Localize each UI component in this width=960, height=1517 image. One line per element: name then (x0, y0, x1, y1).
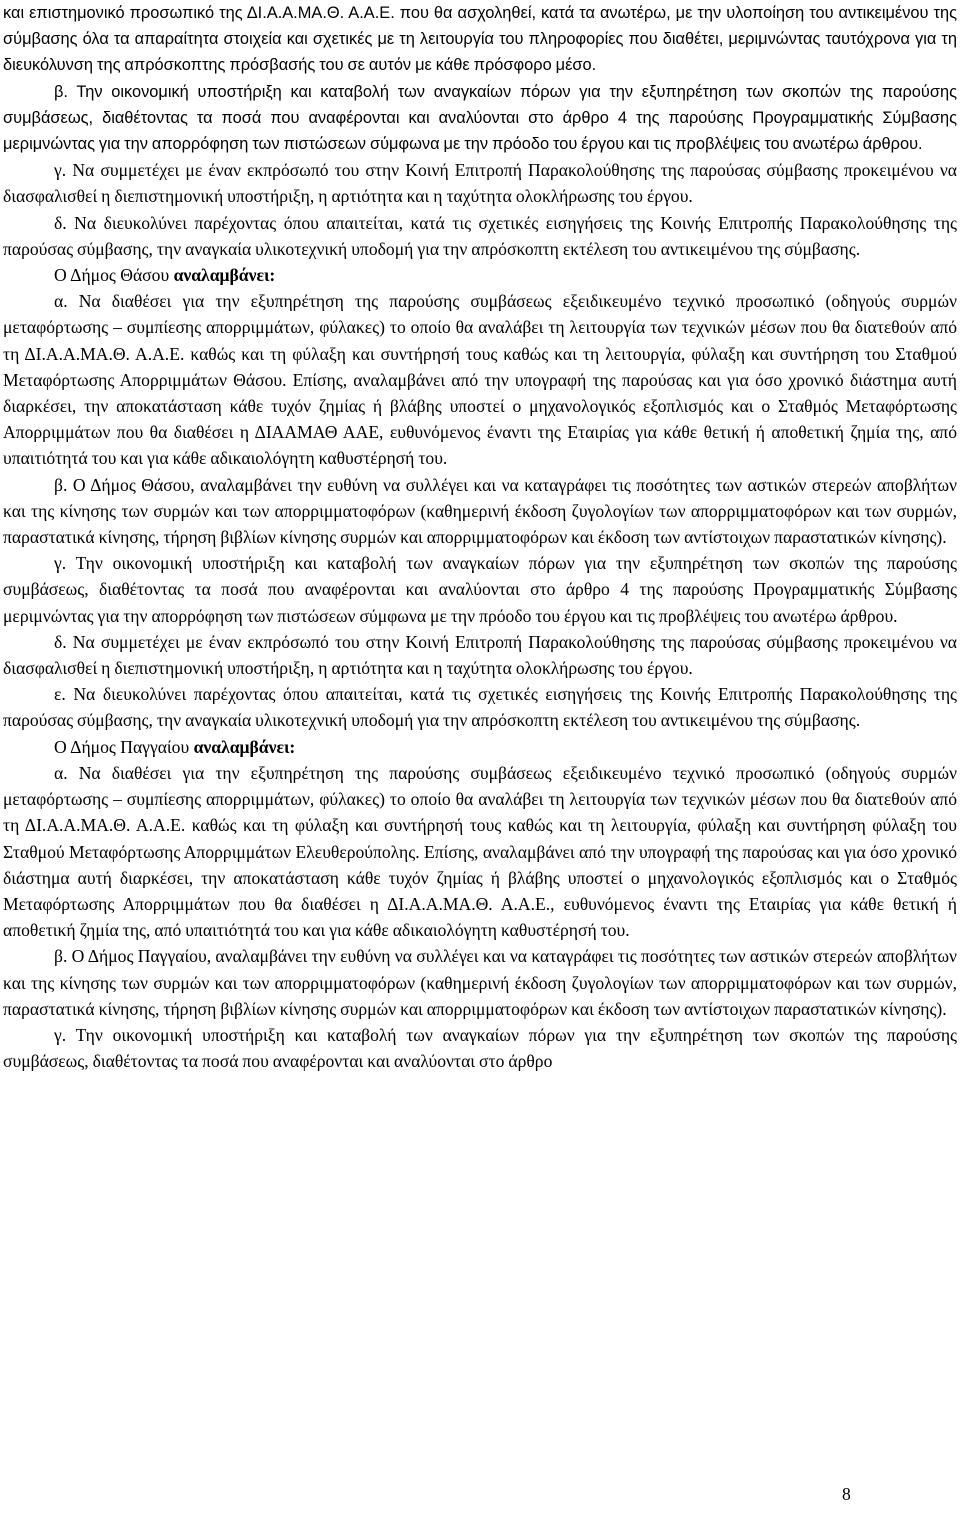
paggaio-heading (3, 734, 957, 760)
paggaio-gamma: γ. Την οικονομική υποστήριξη και καταβολή των αναγκαίων πόρων για την εξυπηρέτηση των σκοπών της παρούσης συμβάσεως, διαθέτοντας τα ποσά που αναφέρονται και αναλύονται στο άρθρο (3, 1024, 957, 1072)
document-page (3, 0, 957, 1074)
thasos-beta: β. Ο Δήμος Θάσου, αναλαμβάνει την ευθύνη να συλλέγει και να καταγράφει τις ποσότητες των αστικών στερεών αποβλήτων και της κίνησης των συρμών και των απορριμματοφόρων (καθημερινή έκδοση ζυγολογίων των απορριμματοφόρων και των συρμών, παραστατικά κίνησης, τήρηση βιβλίων κίνησης συρμών και απορριμματοφόρων και έκδοση των αντίστοιχων παραστατικών κίνησης). (3, 474, 957, 548)
thasos-alpha: α. Να διαθέσει για την εξυπηρέτηση της παρούσης συμβάσεως εξειδικευμένο τεχνικό προσωπικό (οδηγούς συρμών μεταφόρτωσης – συμπίεσης απορριμμάτων, φύλακες) το οποίο θα αναλάβει τη λειτουργία των τεχνικών μέσων που θα διατεθούν από τη ΔΙ.Α.Α.ΜΑ.Θ. Α.Α.Ε. καθώς και τη φύλαξη και συντήρησή τους καθώς και τη λειτουργία, φύλαξη και συντήρηση του Σταθμού Μεταφόρτωσης Απορριμμάτων Θάσου. Επίσης, αναλαμβάνει από την υπογραφή της παρούσας και για όσο χρονικό διάστημα αυτή διαρκέσει, την αποκατάσταση κάθε τυχόν ζημίας ή βλάβης υποστεί ο μηχανολογικός εξοπλισμός και ο Σταθμός Μεταφόρτωσης Απορριμμάτων που θα διαθέσει η ΔΙΑΑΜΑΘ ΑΑΕ, ευθυνόμενος έναντι της Εταιρίας για κάθε θετική ή αποθετική ζημία της, από υπαιτιότητά του και για κάθε αδικαιολόγητη καθυστέρησή του. (3, 291, 957, 469)
thasos-gamma: γ. Την οικονομική υποστήριξη και καταβολή των αναγκαίων πόρων για την εξυπηρέτηση των σκοπών της παρούσης συμβάσεως, διαθέτοντας τα ποσά που αναφέρονται και αναλύονται στο άρθρο 4 της παρούσης Προγραμματικής Σύμβασης μεριμνώντας για την απορρόφηση των πιστώσεων σύμφωνα με την πρόοδο του έργου και τις προβλέψεις του ανωτέρω άρθρου. (3, 553, 957, 626)
paggaio-heading-bold: αναλαμβάνει: (193, 736, 296, 757)
paragraph-ana-gamma: γ. Να συμμετέχει με έναν εκπρόσωπό του στην Κοινή Επιτροπή Παρακολούθησης της παρούσας σύμβασης προκειμένου να διασφαλισθεί η διεπιστημονική υποστήριξη, η αρτιότητα και η ταχύτητα ολοκλήρωσης του έργου. (3, 160, 957, 207)
paggaio-beta: β. Ο Δήμος Παγγαίου, αναλαμβάνει την ευθύνη να συλλέγει και να καταγράφει τις ποσότητες των αστικών στερεών αποβλήτων και της κίνησης των συρμών και των απορριμματοφόρων (καθημερινή έκδοση ζυγολογίων των απορριμματοφόρων και των συρμών, παραστατικά κίνησης, τήρηση βιβλίων κίνησης συρμών και απορριμματοφόρων και έκδοση των αντίστοιχων παραστατικών κίνησης). (3, 946, 957, 1019)
thasos-heading (3, 262, 957, 288)
thasos-epsilon: ε. Να διευκολύνει παρέχοντας όπου απαιτείται, κατά τις σχετικές εισηγήσεις της Κοινής Επιτροπής Παρακολούθησης της παρούσας σύμβασης, την αναγκαία υλικοτεχνική υποδομή για την απρόσκοπτη εκτέλεση του αντικειμένου της σύμβασης. (3, 684, 957, 731)
paragraph-intro: και επιστημονικό προσωπικό της ΔΙ.Α.Α.ΜΑ.Θ. Α.Α.Ε. που θα ασχοληθεί, κατά τα ανωτέρω, με την υλοποίηση του αντικειμένου της σύμβασης όλα τα απαραίτητα στοιχεία και σχετικές με τη λειτουργία του πληροφορίες που διαθέτει, μεριμνώντας ταυτόχρονα για τη διευκόλυνση της απρόσκοπτης πρόσβασής του σε αυτόν με κάθε πρόσφορο μέσο. (3, 4, 957, 75)
paggaio-heading-text: Ο Δήμος Παγγαίου (54, 736, 194, 757)
paragraph-ana-beta: β. Την οικονομική υποστήριξη και καταβολή των αναγκαίων πόρων για την εξυπηρέτηση των σκοπών της παρούσης συμβάσεως, διαθέτοντας τα ποσά που αναφέρονται και αναλύονται στο άρθρο 4 της παρούσης Προγραμματικής Σύμβασης μεριμνώντας για την απορρόφηση των πιστώσεων σύμφωνα με την πρόοδο του έργου και τις προβλέψεις του ανωτέρω άρθρου. (3, 82, 957, 154)
thasos-heading-bold: αναλαμβάνει: (173, 265, 276, 286)
page-number: 8 (842, 1484, 851, 1504)
thasos-heading-text: Ο Δήμος Θάσου (54, 265, 174, 286)
paggaio-alpha: α. Να διαθέσει για την εξυπηρέτηση της παρούσης συμβάσεως εξειδικευμένο τεχνικό προσωπικό (οδηγούς συρμών μεταφόρτωσης – συμπίεσης απορριμμάτων, φύλακες) το οποίο θα αναλάβει τη λειτουργία των τεχνικών μέσων που θα διατεθούν από τη ΔΙ.Α.Α.ΜΑ.Θ. Α.Α.Ε. καθώς και τη φύλαξη και συντήρησή τους καθώς και τη λειτουργία, φύλαξη και συντήρηση φύλαξη του Σταθμού Μεταφόρτωσης Απορριμμάτων Ελευθερούπολης. Επίσης, αναλαμβάνει από την υπογραφή της παρούσας και για όσο χρονικό διάστημα αυτή διαρκέσει, την αποκατάσταση κάθε τυχόν ζημίας ή βλάβης υποστεί ο μηχανολογικός εξοπλισμός και ο Σταθμός Μεταφόρτωσης Απορριμμάτων που θα διαθέσει η ΔΙ.Α.Α.ΜΑ.Θ. Α.Α.Ε., ευθυνόμενος έναντι της Εταιρίας για κάθε θετική ή αποθετική ζημία της, από υπαιτιότητά του και για κάθε αδικαιολόγητη καθυστέρησή του. (3, 762, 957, 941)
paragraph-ana-delta: δ. Να διευκολύνει παρέχοντας όπου απαιτείται, κατά τις σχετικές εισηγήσεις της Κοινής Επιτροπής Παρακολούθησης της παρούσας σύμβασης, την αναγκαία υλικοτεχνική υποδομή για την απρόσκοπτη εκτέλεση του αντικειμένου της σύμβασης. (3, 212, 957, 259)
thasos-delta: δ. Να συμμετέχει με έναν εκπρόσωπό του στην Κοινή Επιτροπή Παρακολούθησης της παρούσας σύμβασης προκειμένου να διασφαλισθεί η διεπιστημονική υποστήριξη, η αρτιότητα και η ταχύτητα ολοκλήρωσης του έργου. (3, 631, 957, 679)
